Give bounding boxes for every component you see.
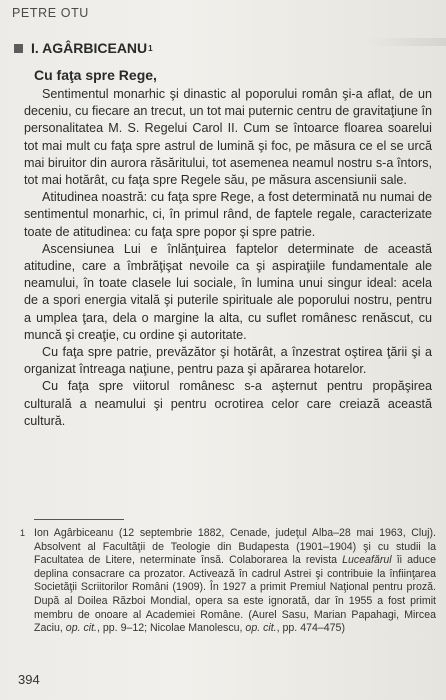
footnote-text-part: îi aduce deplina consacrare ca prozator. Activează în cadrul Astrei şi contribuie la înfiinţarea Societăţii Scriitorilor Români (1909). În 1927 a primit Premiul Naţional pentru proză. După al Doilea Război Mondial, opera sa este ignorată, dar în 1955 a fost primit membru de onoare al Academiei Române. (Aurel Sasu, Marian Papahagi, Mircea Zaciu, — [34, 554, 436, 635]
paragraph: Cu faţa spre patrie, prevăzător şi hotărât, a înzestrat oştirea ţării şi a organizat întreaga naţiune, pentru paza şi apărarea hotarelor. — [24, 345, 432, 377]
footnote-text-part: , pp. 474–475) — [276, 622, 345, 635]
footnote-mark: 1 — [20, 528, 26, 538]
footnote-text-part: , pp. 9–12; Nicolae Manolescu, — [97, 622, 246, 635]
footnote-citation: op. cit. — [245, 622, 277, 635]
bleed-through-shadow — [366, 38, 446, 46]
footnote-text — [34, 527, 436, 636]
subheading: Cu faţa spre Rege, — [34, 67, 157, 83]
footnote-reference[interactable]: 1 — [148, 43, 153, 53]
article-body — [24, 86, 432, 430]
paragraph: Cu faţa spre viitorul românesc s-a aşternut pentru propăşirea culturală a neamului şi pentru ocrotirea celor care creiază această cultură. — [24, 379, 432, 428]
footnote-citation: op. cit. — [65, 622, 98, 635]
paragraph: Sentimentul monarhic şi dinastic al poporului român şi-a aflat, de un deceniu, cu fiecare an trecut, un tot mai puternic centru de gravitaţiune în personalitatea M. S. Regelui Carol II. Cum se întoarce floarea soarelui tot mai mult cu faţa spre astrul de lumină şi foc, pe măsura ce el se urcă mai biruitor din aurora răsăritului, tot asemenea neamul nostru s-a întors, tot mai hotărât, cu faţa spre Regele său, pe măsura ascensiunii sale. — [24, 87, 432, 188]
square-bullet-icon — [14, 44, 23, 53]
footnote-journal: Luceafărul — [342, 554, 392, 567]
footnote-text-part: Ion Agârbiceanu (12 septembrie 1882, Cenade, judeţul Alba–28 mai 1963, Cluj). Absolvent al Facultăţii de Teologie din Budapesta (1901–1904) şi cu studii la Facultatea de Litere, neterminate însă. Colaborarea la revista — [34, 527, 436, 567]
running-head: PETRE OTU — [12, 6, 89, 20]
footnote-divider — [34, 519, 124, 520]
footnote — [20, 527, 436, 636]
paragraph: Ascensiunea Lui e înlănţuirea faptelor determinate de această atitudine, care a îmbrăţişat nevoile ca şi aspiraţiile fundamentale ale neamului, în toate clasele lui sociale, în lumina unui singur ideal: acela de a spori energia vitală şi puterile spirituale ale poporului nostru, pentru a umplea ţara, dela o margine la alta, cu suflet românesc renăscut, cu muncă şi creaţie, cu ordine şi autoritate. — [24, 241, 432, 342]
page-number: 394 — [18, 672, 40, 687]
section-title — [14, 40, 153, 56]
paragraph: Atitudinea noastră: cu faţa spre Rege, a fost determinată nu numai de sentimentul monarhic, ci, în primul rând, de faptele regale, caracterizate toate de atitudinea: cu faţa spre popor şi spre patrie. — [24, 190, 432, 239]
section-title-text: I. AGÂRBICEANU — [31, 40, 148, 56]
